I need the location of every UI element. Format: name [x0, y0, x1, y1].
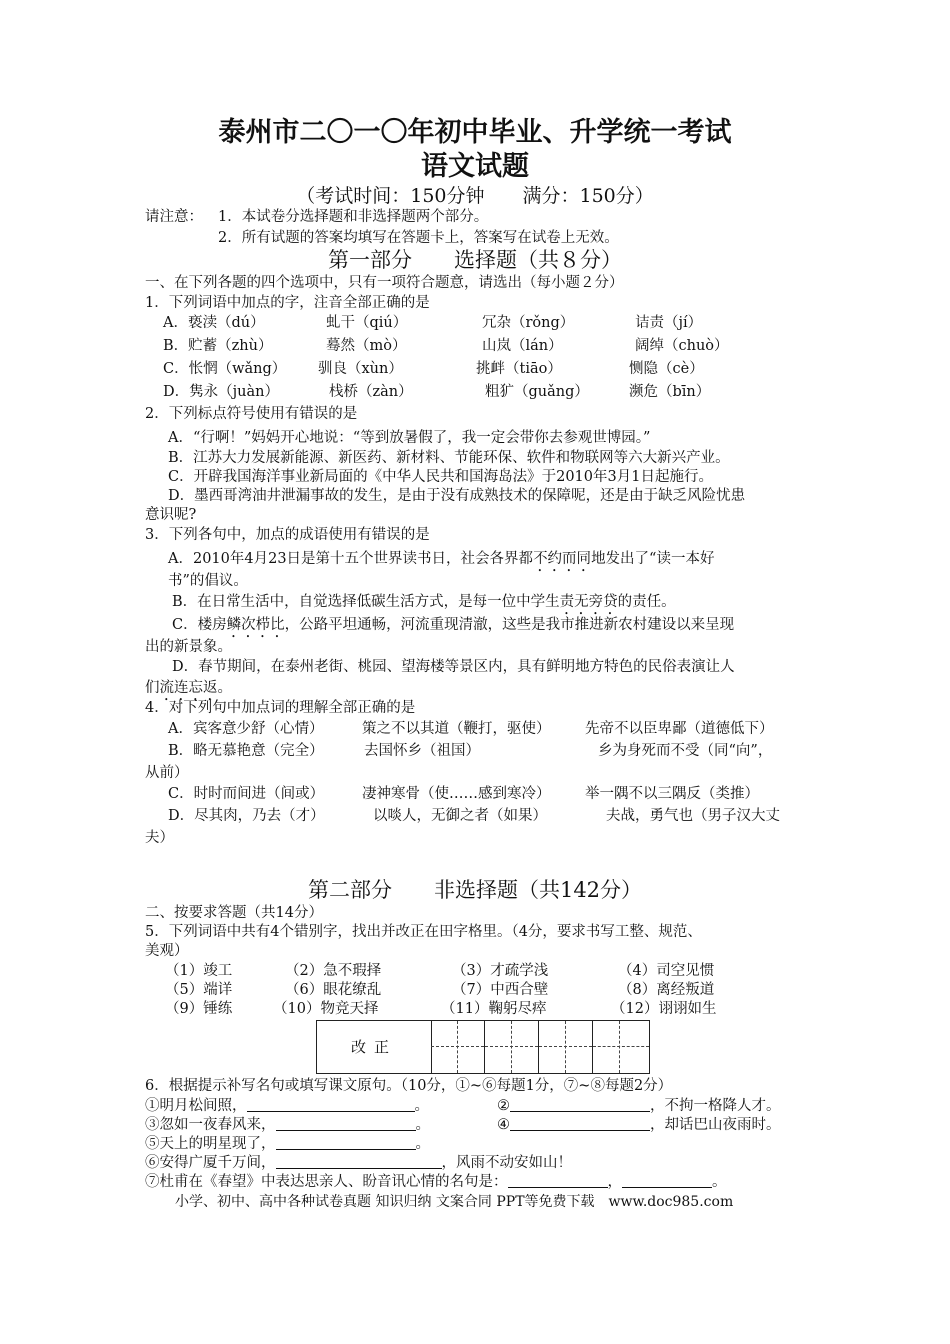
q3-option-a-cont: 书”的倡议。: [168, 573, 248, 589]
q4-item: 策之不以其道（鞭打，驱使）: [362, 721, 551, 737]
text: ，不拘一格降人才。: [650, 1098, 781, 1114]
q1-item: 虬干（qiú）: [326, 315, 408, 331]
q1-item: 阔绰（chuò）: [635, 338, 729, 354]
text: ⑤天上的明星现了，: [145, 1136, 276, 1152]
q4-option-d-cont: 夫）: [145, 830, 174, 846]
q1-item: 恻隐（cè）: [629, 361, 704, 377]
q1-item: 诘责（jí）: [635, 315, 703, 331]
q1-item: 冗杂（rǒng）: [482, 315, 575, 331]
text: 。: [415, 1136, 430, 1152]
dotted-idiom: 责无旁贷: [559, 594, 618, 610]
q1-item: 驯良（xùn）: [318, 361, 403, 377]
notice-item-1: 1．本试卷分选择题和非选择题两个部分。: [218, 209, 489, 225]
q1-stem: 1．下列词语中加点的字，注音全部正确的是: [145, 295, 430, 311]
text: ，却话巴山夜雨时。: [650, 1117, 781, 1133]
q4-item: 举一隅不以三隅反（类推）: [585, 786, 759, 802]
q5-stem-cont: 美观）: [145, 943, 189, 959]
q4-item: D．尽其肉，乃去（才）: [168, 808, 325, 824]
text: ①明月松间照，: [145, 1098, 247, 1114]
q5-word: （9）锤练: [165, 1001, 233, 1017]
answer-blank[interactable]: [622, 1173, 712, 1188]
q4-item: C．时时而间进（间或）: [168, 786, 325, 802]
q6-line: [497, 1096, 781, 1116]
notice-label: 请注意：: [145, 209, 203, 225]
q6-line: [497, 1115, 781, 1135]
q4-option-b-cont: 从前）: [145, 765, 189, 781]
q3-option-c-cont: 出的新景象。: [145, 639, 232, 655]
q6-stem: 6．根据提示补写名句或填写课文原句。（10分，①~⑥每题1分，⑦~⑧每题2分）: [145, 1078, 673, 1094]
q1-item: 粗犷（guǎng）: [485, 384, 589, 400]
q1-item: 濒危（bīn）: [629, 384, 711, 400]
exam-title: 泰州市二〇一〇年初中毕业、升学统一考试: [218, 117, 732, 148]
notice-item-2: 2．所有试题的答案均填写在答题卡上，答案写在试卷上无效。: [218, 230, 619, 246]
part2-instruction: 二、按要求答题（共14分）: [145, 905, 323, 921]
q1-item: 山岚（lán）: [482, 338, 563, 354]
q5-stem: 5．下列词语中共有4个错别字，找出并改正在田字格里。（4分，要求书写工整、规范、: [145, 924, 702, 940]
text: ②: [497, 1098, 510, 1114]
text: ⑦杜甫在《春望》中表达思亲人、盼音讯心情的名句是：: [145, 1174, 508, 1190]
text: ⑥安得广厦千万间，: [145, 1155, 276, 1171]
answer-blank[interactable]: [510, 1116, 650, 1131]
tian-cell[interactable]: [593, 1021, 649, 1073]
q1-item: B．贮蓄（zhù）: [163, 338, 273, 354]
exam-info: （考试时间：150分钟 满分：150分）: [296, 185, 654, 207]
part1-instruction: 一、在下列各题的四个选项中，只有一项符合题意，请选出（每小题２分）: [145, 275, 624, 291]
q5-word: （10）物竞天择: [273, 1001, 379, 1017]
q1-item: 栈桥（zàn）: [329, 384, 413, 400]
text: A．2010年4月23日是第十五个世界读书日，社会各界都: [168, 551, 534, 567]
q4-item: 夫战，勇气也（男子汉大丈: [606, 808, 780, 824]
q1-item: C．怅惘（wǎng）: [163, 361, 287, 377]
text: C．楼房: [172, 617, 227, 633]
text: 。: [217, 680, 232, 696]
q4-item: A．宾客意少舒（心情）: [168, 721, 324, 737]
q1-item: D．隽永（juàn）: [163, 384, 279, 400]
q2-option-a: A．“行啊！”妈妈开心地说：“等到放暑假了，我一定会带你去参观世博园。”: [168, 430, 651, 446]
q2-option-d: D．墨西哥湾油井泄漏事故的发生，是由于没有成熟技术的保障呢，还是由于缺乏风险忧患: [168, 488, 746, 504]
q2-option-b: B．江苏大力发展新能源、新医药、新材料、节能环保、软件和物联网等六大新兴产业。: [168, 450, 730, 466]
q6-line: [145, 1115, 430, 1135]
dotted-idiom: 流连忘返: [159, 680, 218, 696]
q5-word: （8）离经叛道: [618, 982, 715, 998]
answer-blank[interactable]: [510, 1097, 650, 1112]
q1-item: 挑衅（tiāo）: [476, 361, 562, 377]
q4-item: 凄神寒骨（使……感到寒冷）: [362, 786, 551, 802]
text: 们: [145, 680, 160, 696]
q1-item: 蓦然（mò）: [326, 338, 407, 354]
footer-text: 小学、初中、高中各种试卷真题 知识归纳 文案合同 PPT等免费下载 www.doc985.com: [175, 1194, 734, 1210]
q4-item: B．略无慕艳意（完全）: [168, 743, 324, 759]
q2-stem: 2．下列标点符号使用有错误的是: [145, 406, 358, 422]
answer-blank[interactable]: [247, 1097, 415, 1112]
text: ③忽如一夜春风来，: [145, 1117, 276, 1133]
tian-cell[interactable]: [485, 1021, 539, 1073]
q6-line: [145, 1153, 572, 1173]
q5-word: （12）诩诩如生: [611, 1001, 717, 1017]
q5-word: （11）鞠躬尽瘁: [441, 1001, 547, 1017]
q4-item: 乡为身死而不受（同“向”，: [598, 743, 773, 759]
q5-word: （5）端详: [165, 982, 233, 998]
tian-cell[interactable]: [431, 1021, 485, 1073]
text: 。: [415, 1117, 430, 1133]
q2-option-c: C．开辟我国海洋事业新局面的《中华人民共和国海岛法》于2010年3月1日起施行。: [168, 469, 713, 485]
text: 。: [414, 1098, 429, 1114]
q4-item: 先帝不以臣卑鄙（道德低下）: [585, 721, 774, 737]
q5-word: （6）眼花缭乱: [285, 982, 382, 998]
q4-stem: 4．对下列句中加点词的理解全部正确的是: [145, 700, 416, 716]
q4-item: 以啖人，无御之者（如果）: [373, 808, 547, 824]
q6-line: [145, 1096, 429, 1116]
q3-option-a: [168, 549, 714, 575]
text: ④: [497, 1117, 510, 1133]
q2-option-d-cont: 意识呢?: [145, 507, 197, 523]
correction-grid: [316, 1020, 650, 1074]
q3-option-c: [172, 615, 734, 641]
q3-option-d: D．春节期间，在泰州老街、桃园、望海楼等景区内，具有鲜明地方特色的民俗表演让人: [172, 659, 735, 675]
answer-blank[interactable]: [276, 1135, 416, 1150]
text: 的责任。: [617, 594, 676, 610]
text: ，风雨不动安如山！: [441, 1155, 572, 1171]
q5-word: （3）才疏学浅: [452, 963, 549, 979]
subject-title: 语文试题: [421, 151, 529, 182]
answer-blank[interactable]: [276, 1116, 416, 1131]
answer-blank[interactable]: [508, 1173, 608, 1188]
q5-word: （4）司空见惯: [618, 963, 715, 979]
text: B．在日常生活中，自觉选择低碳生活方式，是每一位中学生: [172, 594, 560, 610]
text: 。: [712, 1174, 727, 1190]
dotted-idiom: 鳞次栉比: [226, 617, 285, 633]
q6-line: [145, 1134, 430, 1154]
answer-blank[interactable]: [276, 1154, 442, 1169]
q1-item: A．亵渎（dú）: [163, 315, 265, 331]
text: 地发出了“读一本好: [591, 551, 715, 567]
q4-item: 去国怀乡（祖国）: [364, 743, 480, 759]
text: ，公路平坦通畅，河流重现清澈，这些是我市推进新农村建设以来呈现: [284, 617, 735, 633]
dotted-idiom: 不约而同: [533, 551, 592, 567]
q6-line: [145, 1172, 727, 1192]
q5-word: （1）竣工: [165, 963, 233, 979]
text: ，: [607, 1174, 622, 1190]
correction-label: 改正: [317, 1021, 432, 1073]
part2-heading: 第二部分 非选择题（共142分）: [307, 878, 643, 902]
q5-word: （7）中西合壁: [452, 982, 549, 998]
part1-heading: 第一部分 选择题（共８分）: [328, 248, 622, 272]
tian-cell[interactable]: [539, 1021, 593, 1073]
q3-stem: 3．下列各句中，加点的成语使用有错误的是: [145, 527, 430, 543]
q5-word: （2）急不瑕择: [285, 963, 382, 979]
